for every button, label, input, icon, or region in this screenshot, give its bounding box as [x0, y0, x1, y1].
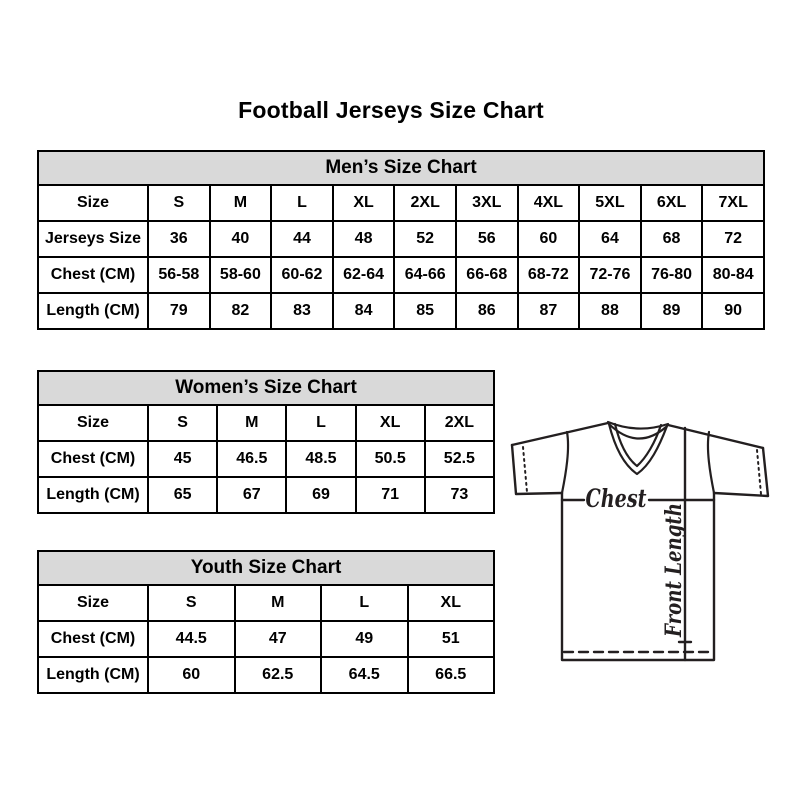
value-cell: 60: [518, 221, 580, 257]
jersey-body-outline: [562, 474, 714, 660]
jersey-right-sleeve-outline: [714, 448, 768, 496]
value-cell: 71: [356, 477, 425, 513]
value-cell: 64-66: [394, 257, 456, 293]
row-label: Chest (CM): [38, 441, 148, 477]
size-column-header: L: [271, 185, 333, 221]
value-cell: 60: [148, 657, 235, 693]
value-cell: 48.5: [286, 441, 355, 477]
value-cell: 62.5: [235, 657, 322, 693]
size-column-header: XL: [333, 185, 395, 221]
jersey-measurement-diagram: [498, 403, 780, 675]
table-row: [38, 185, 764, 221]
row-label: Length (CM): [38, 477, 148, 513]
row-label: Jerseys Size: [38, 221, 148, 257]
value-cell: 84: [333, 293, 395, 329]
mens-size-table: [37, 150, 765, 330]
mens-table-title: Men’s Size Chart: [38, 151, 764, 185]
table-header-row: [38, 551, 494, 585]
value-cell: 76-80: [641, 257, 703, 293]
size-column-header: S: [148, 405, 217, 441]
row-label: Chest (CM): [38, 621, 148, 657]
value-cell: 85: [394, 293, 456, 329]
size-column-header: 5XL: [579, 185, 641, 221]
value-cell: 62-64: [333, 257, 395, 293]
jersey-left-shoulder-line: [512, 423, 608, 445]
value-cell: 64: [579, 221, 641, 257]
value-cell: 48: [333, 221, 395, 257]
row-label: Chest (CM): [38, 257, 148, 293]
value-cell: 56-58: [148, 257, 210, 293]
row-label: Size: [38, 185, 148, 221]
table-row: [38, 293, 764, 329]
value-cell: 56: [456, 221, 518, 257]
value-cell: 72-76: [579, 257, 641, 293]
value-cell: 58-60: [210, 257, 272, 293]
value-cell: 45: [148, 441, 217, 477]
jersey-right-armhole-seam: [708, 432, 714, 493]
size-column-header: M: [217, 405, 286, 441]
youth-size-table: [37, 550, 495, 694]
value-cell: 68-72: [518, 257, 580, 293]
row-label: Length (CM): [38, 657, 148, 693]
size-column-header: 7XL: [702, 185, 764, 221]
table-header-row: [38, 151, 764, 185]
size-column-header: 3XL: [456, 185, 518, 221]
value-cell: 36: [148, 221, 210, 257]
size-column-header: XL: [408, 585, 495, 621]
table-row: [38, 657, 494, 693]
size-column-header: 2XL: [425, 405, 494, 441]
chest-measure-label: Chest: [585, 484, 647, 513]
value-cell: 52: [394, 221, 456, 257]
value-cell: 66-68: [456, 257, 518, 293]
jersey-left-cuff-stitch-line: [523, 447, 527, 492]
value-cell: 60-62: [271, 257, 333, 293]
womens-size-table: [37, 370, 495, 514]
value-cell: 68: [641, 221, 703, 257]
size-column-header: M: [235, 585, 322, 621]
size-column-header: S: [148, 185, 210, 221]
value-cell: 90: [702, 293, 764, 329]
value-cell: 73: [425, 477, 494, 513]
size-column-header: 6XL: [641, 185, 703, 221]
value-cell: 72: [702, 221, 764, 257]
size-column-header: XL: [356, 405, 425, 441]
row-label: Size: [38, 405, 148, 441]
jersey-left-armhole-seam: [562, 432, 568, 493]
value-cell: 79: [148, 293, 210, 329]
value-cell: 44.5: [148, 621, 235, 657]
size-column-header: 4XL: [518, 185, 580, 221]
value-cell: 69: [286, 477, 355, 513]
jersey-right-shoulder-line: [668, 425, 763, 448]
page-title: Football Jerseys Size Chart: [238, 97, 544, 123]
value-cell: 46.5: [217, 441, 286, 477]
value-cell: 64.5: [321, 657, 408, 693]
jersey-right-cuff-stitch-line: [757, 450, 761, 494]
value-cell: 66.5: [408, 657, 495, 693]
table-row: [38, 221, 764, 257]
jersey-left-sleeve-outline: [512, 445, 562, 494]
size-column-header: S: [148, 585, 235, 621]
value-cell: 50.5: [356, 441, 425, 477]
size-column-header: L: [286, 405, 355, 441]
value-cell: 40: [210, 221, 272, 257]
youth-table-title: Youth Size Chart: [38, 551, 494, 585]
table-row: [38, 621, 494, 657]
table-row: [38, 441, 494, 477]
womens-table-title: Women’s Size Chart: [38, 371, 494, 405]
value-cell: 86: [456, 293, 518, 329]
value-cell: 89: [641, 293, 703, 329]
size-column-header: M: [210, 185, 272, 221]
table-row: [38, 585, 494, 621]
value-cell: 67: [217, 477, 286, 513]
value-cell: 82: [210, 293, 272, 329]
table-row: [38, 405, 494, 441]
value-cell: 49: [321, 621, 408, 657]
size-column-header: 2XL: [394, 185, 456, 221]
value-cell: 83: [271, 293, 333, 329]
table-header-row: [38, 371, 494, 405]
value-cell: 44: [271, 221, 333, 257]
value-cell: 51: [408, 621, 495, 657]
table-row: [38, 257, 764, 293]
size-column-header: L: [321, 585, 408, 621]
value-cell: 80-84: [702, 257, 764, 293]
value-cell: 65: [148, 477, 217, 513]
value-cell: 52.5: [425, 441, 494, 477]
row-label: Length (CM): [38, 293, 148, 329]
value-cell: 88: [579, 293, 641, 329]
jersey-vneck-inner-line: [615, 424, 661, 466]
table-row: [38, 477, 494, 513]
row-label: Size: [38, 585, 148, 621]
value-cell: 87: [518, 293, 580, 329]
front-length-measure-label: Front Length: [661, 474, 687, 637]
value-cell: 47: [235, 621, 322, 657]
